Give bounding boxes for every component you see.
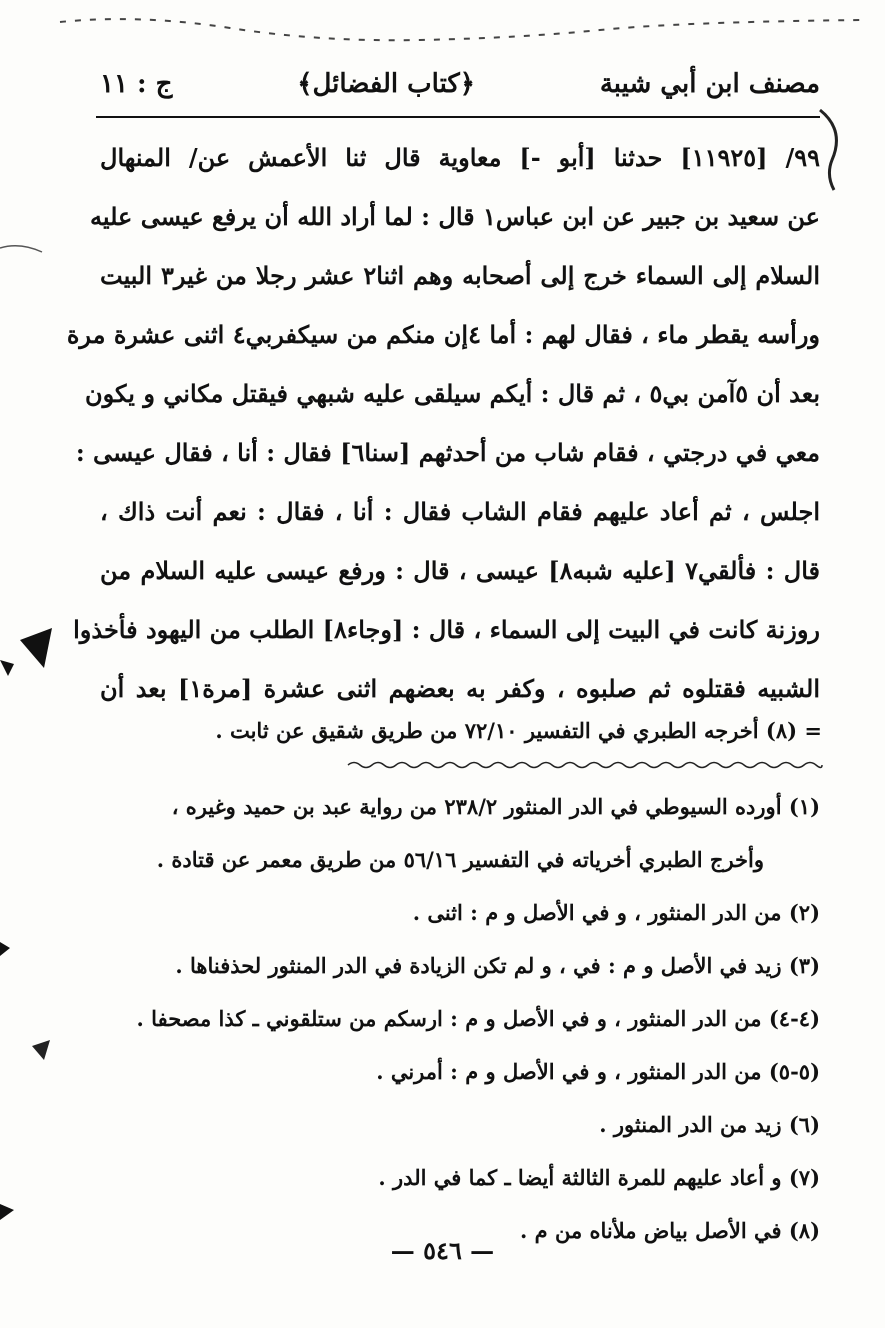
text-line: بعد أن ٥آمن بي٥ ، ثم قال : أيكم سيلقى عليه شبهي فيقتل مكاني و يكون: [85, 379, 820, 408]
text-line: قال : فألقي٧ [عليه شبه٨] عيسى ، قال : ورفع عيسى عليه السلام من: [100, 556, 820, 585]
text-line: ورأسه يقطر ماء ، فقال لهم : أما ٤إن منكم من سيكفربي٤ اثنى عشرة مرة: [66, 320, 820, 349]
header-rule: [96, 116, 820, 118]
page-header: [100, 62, 820, 106]
text-line: ٩٩/ [١١٩٢٥] حدثنا [أبو -] معاوية قال ثنا الأعمش عن/ المنهال: [100, 143, 820, 172]
footnotes: [100, 780, 820, 1257]
header-book-title: مصنف ابن أبي شيبة: [599, 69, 820, 99]
footnote-separator: [348, 760, 822, 770]
footnote: (٢) من الدر المنثور ، و في الأصل و م : اثنى .: [412, 900, 820, 925]
text-line: الشبيه فقتلوه ثم صلبوه ، وكفر به بعضهم اثنى عشرة [مرة١] بعد أن: [100, 674, 820, 703]
footnote: (٤-٤) من الدر المنثور ، و في الأصل و م : ارسكم من ستلقوني ـ كذا مصحفا .: [136, 1006, 820, 1031]
header-chapter-title: ﴿كتاب الفضائل﴾: [297, 69, 476, 99]
footnote: (٥-٥) من الدر المنثور ، و في الأصل و م : أمرني .: [376, 1059, 820, 1084]
footnote: (١) أورده السيوطي في الدر المنثور ٢٣٨/٢ من رواية عبد بن حميد وغيره ،: [171, 794, 820, 819]
footnote: (٦) زيد من الدر المنثور .: [599, 1112, 820, 1137]
footnote: وأخرج الطبري أخرياته في التفسير ٥٦/١٦ من طريق معمر عن قتادة .: [156, 847, 764, 872]
footnote: (٨) في الأصل بياض ملأناه من م .: [520, 1218, 820, 1243]
text-line: معي في درجتي ، فقام شاب من أحدثهم [سنا٦] فقال : أنا ، فقال عيسى :: [75, 438, 820, 467]
text-line: اجلس ، ثم أعاد عليهم فقام الشاب فقال : أنا ، فقال : نعم أنت ذاك ،: [100, 497, 820, 526]
text-line: عن سعيد بن جبير عن ابن عباس١ قال : لما أراد الله أن يرفع عيسى عليه: [89, 202, 820, 231]
hadith-text: [66, 128, 820, 718]
footnote: (٧) و أعاد عليهم للمرة الثالثة أيضا ـ كما في الدر .: [378, 1165, 820, 1190]
footnote: (٣) زيد في الأصل و م : في ، و لم تكن الزيادة في الدر المنثور لحذفناها .: [175, 953, 820, 978]
header-volume: ج : ١١: [100, 69, 173, 99]
page-number: — ٥٤٦ —: [390, 1236, 495, 1265]
continued-footnote: = (٨) أخرجه الطبري في التفسير ٧٢/١٠ من طريق شقيق عن ثابت .: [215, 718, 822, 743]
text-line: روزنة كانت في البيت إلى السماء ، قال : [وجاء٨] الطلب من اليهود فأخذوا: [73, 615, 820, 644]
text-line: السلام إلى السماء خرج إلى أصحابه وهم اثنا٢ عشر رجلا من غير٣ البيت: [100, 261, 820, 290]
